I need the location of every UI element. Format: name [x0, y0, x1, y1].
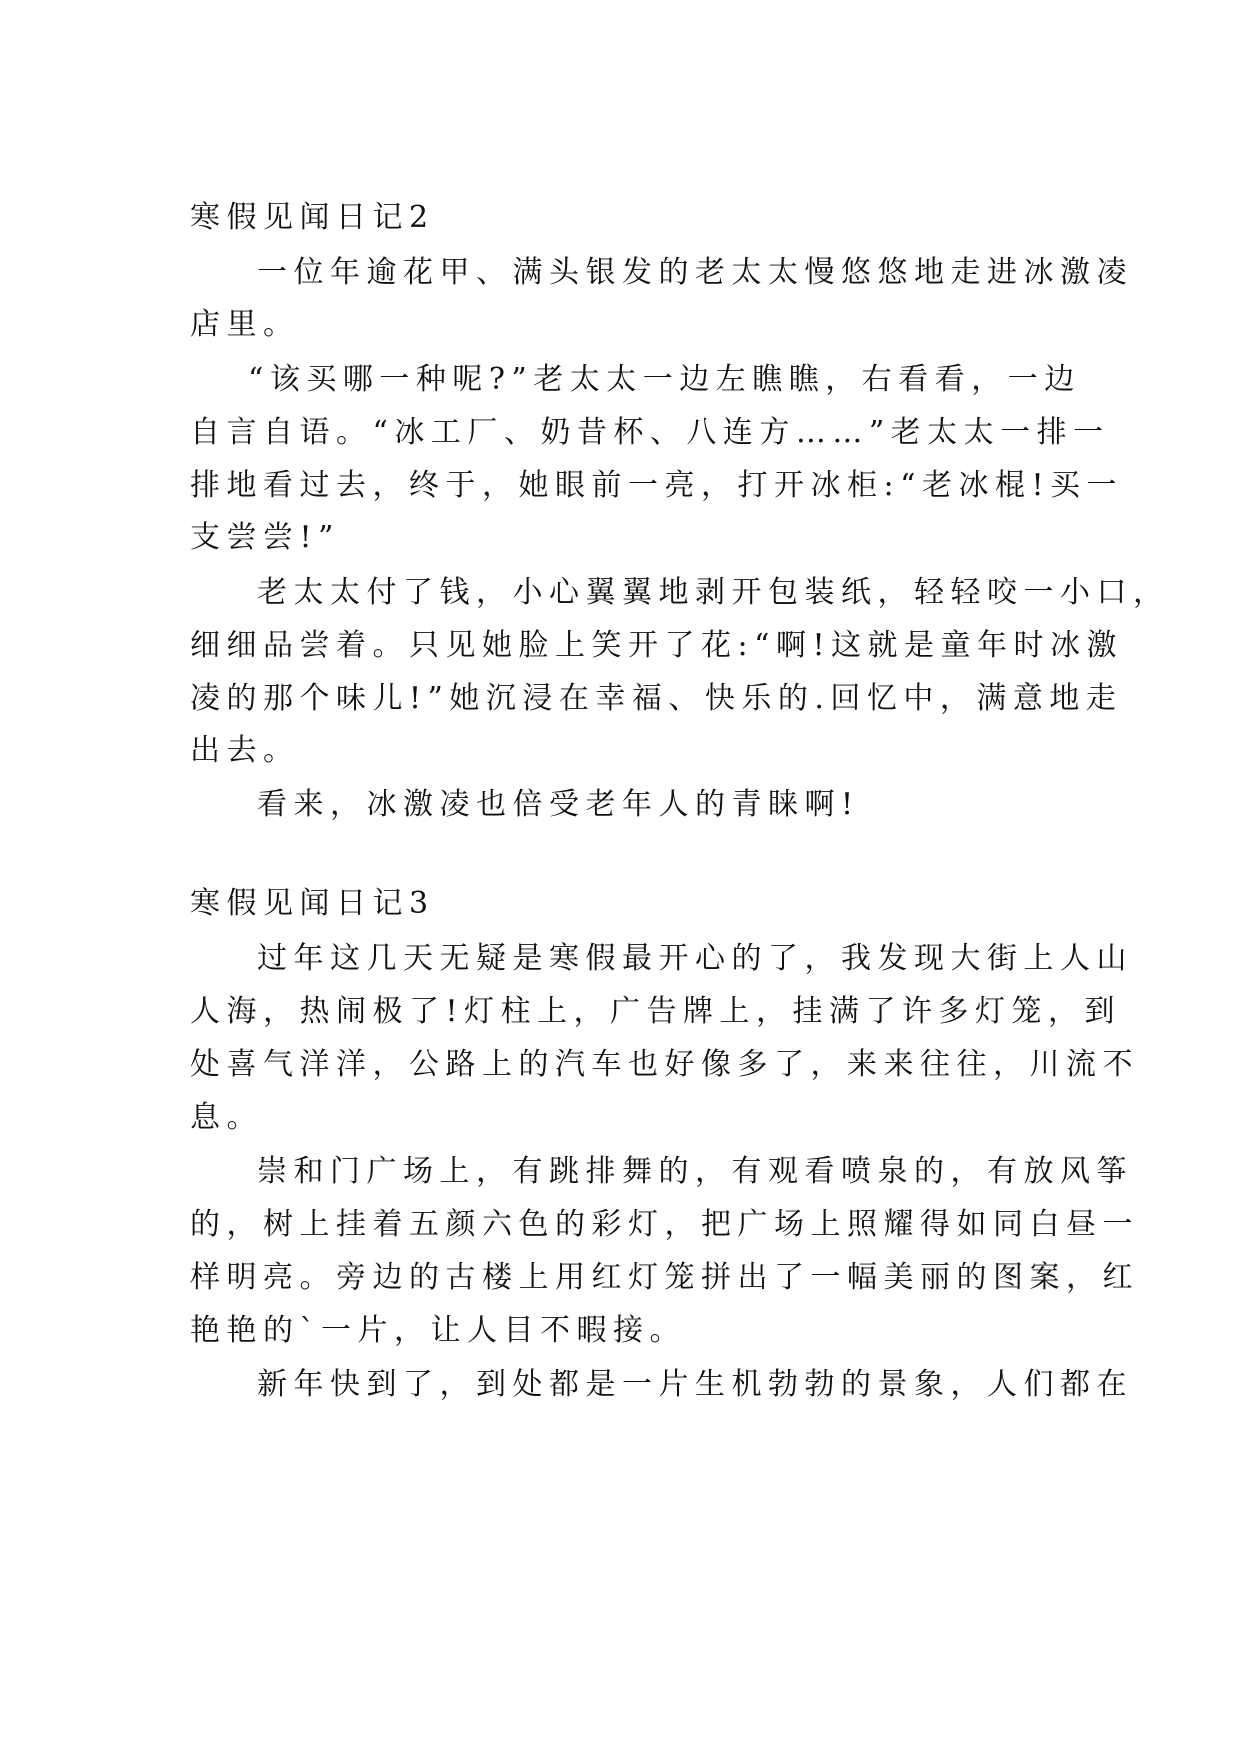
section-title: 寒假见闻日记2: [190, 200, 435, 235]
paragraph-line: 细细品尝着。只见她脸上笑开了花:“啊!这就是童年时冰激: [190, 628, 1123, 663]
paragraph-line: 崇和门广场上，有跳排舞的，有观看喷泉的，有放风筝: [257, 1154, 1133, 1189]
paragraph-line: 的，树上挂着五颜六色的彩灯，把广场上照耀得如同白昼一: [190, 1207, 1139, 1242]
paragraph-line: 排地看过去，终于，她眼前一亮，打开冰柜:“老冰棍!买一: [190, 468, 1123, 503]
paragraph-line: 过年这几天无疑是寒假最开心的了，我发现大街上人山: [257, 941, 1133, 976]
paragraph-line: 出去。: [190, 733, 300, 768]
paragraph-line: 艳艳的`一片，让人目不暇接。: [190, 1313, 686, 1348]
section-title: 寒假见闻日记3: [190, 886, 435, 921]
paragraph-line: 样明亮。旁边的古楼上用红灯笼拼出了一幅美丽的图案，红: [190, 1260, 1139, 1295]
paragraph-line: 息。: [190, 1100, 263, 1135]
paragraph-line: 一位年逾花甲、满头银发的老太太慢悠悠地走进冰激凌: [257, 255, 1133, 290]
paragraph-line: 自言自语。“冰工厂、奶昔杯、八连方……”老太太一排一: [190, 415, 1110, 450]
paragraph-line: 新年快到了，到处都是一片生机勃勃的景象，人们都在: [257, 1367, 1133, 1402]
paragraph-line: 人海，热闹极了!灯柱上，广告牌上，挂满了许多灯笼，到: [190, 994, 1122, 1029]
paragraph-line: “该买哪一种呢?”老太太一边左瞧瞧，右看看，一边: [248, 362, 1081, 397]
paragraph-line: 凌的那个味儿!”她沉浸在幸福、快乐的.回忆中，满意地走: [190, 681, 1123, 716]
paragraph-line: 老太太付了钱，小心翼翼地剥开包装纸，轻轻咬一小口，: [257, 575, 1170, 610]
paragraph-line: 支尝尝!”: [190, 520, 340, 555]
paragraph-line: 看来，冰激凌也倍受老年人的青睐啊!: [257, 787, 860, 822]
paragraph-line: 店里。: [190, 307, 300, 342]
paragraph-line: 处喜气洋洋，公路上的汽车也好像多了，来来往往，川流不: [190, 1047, 1139, 1082]
